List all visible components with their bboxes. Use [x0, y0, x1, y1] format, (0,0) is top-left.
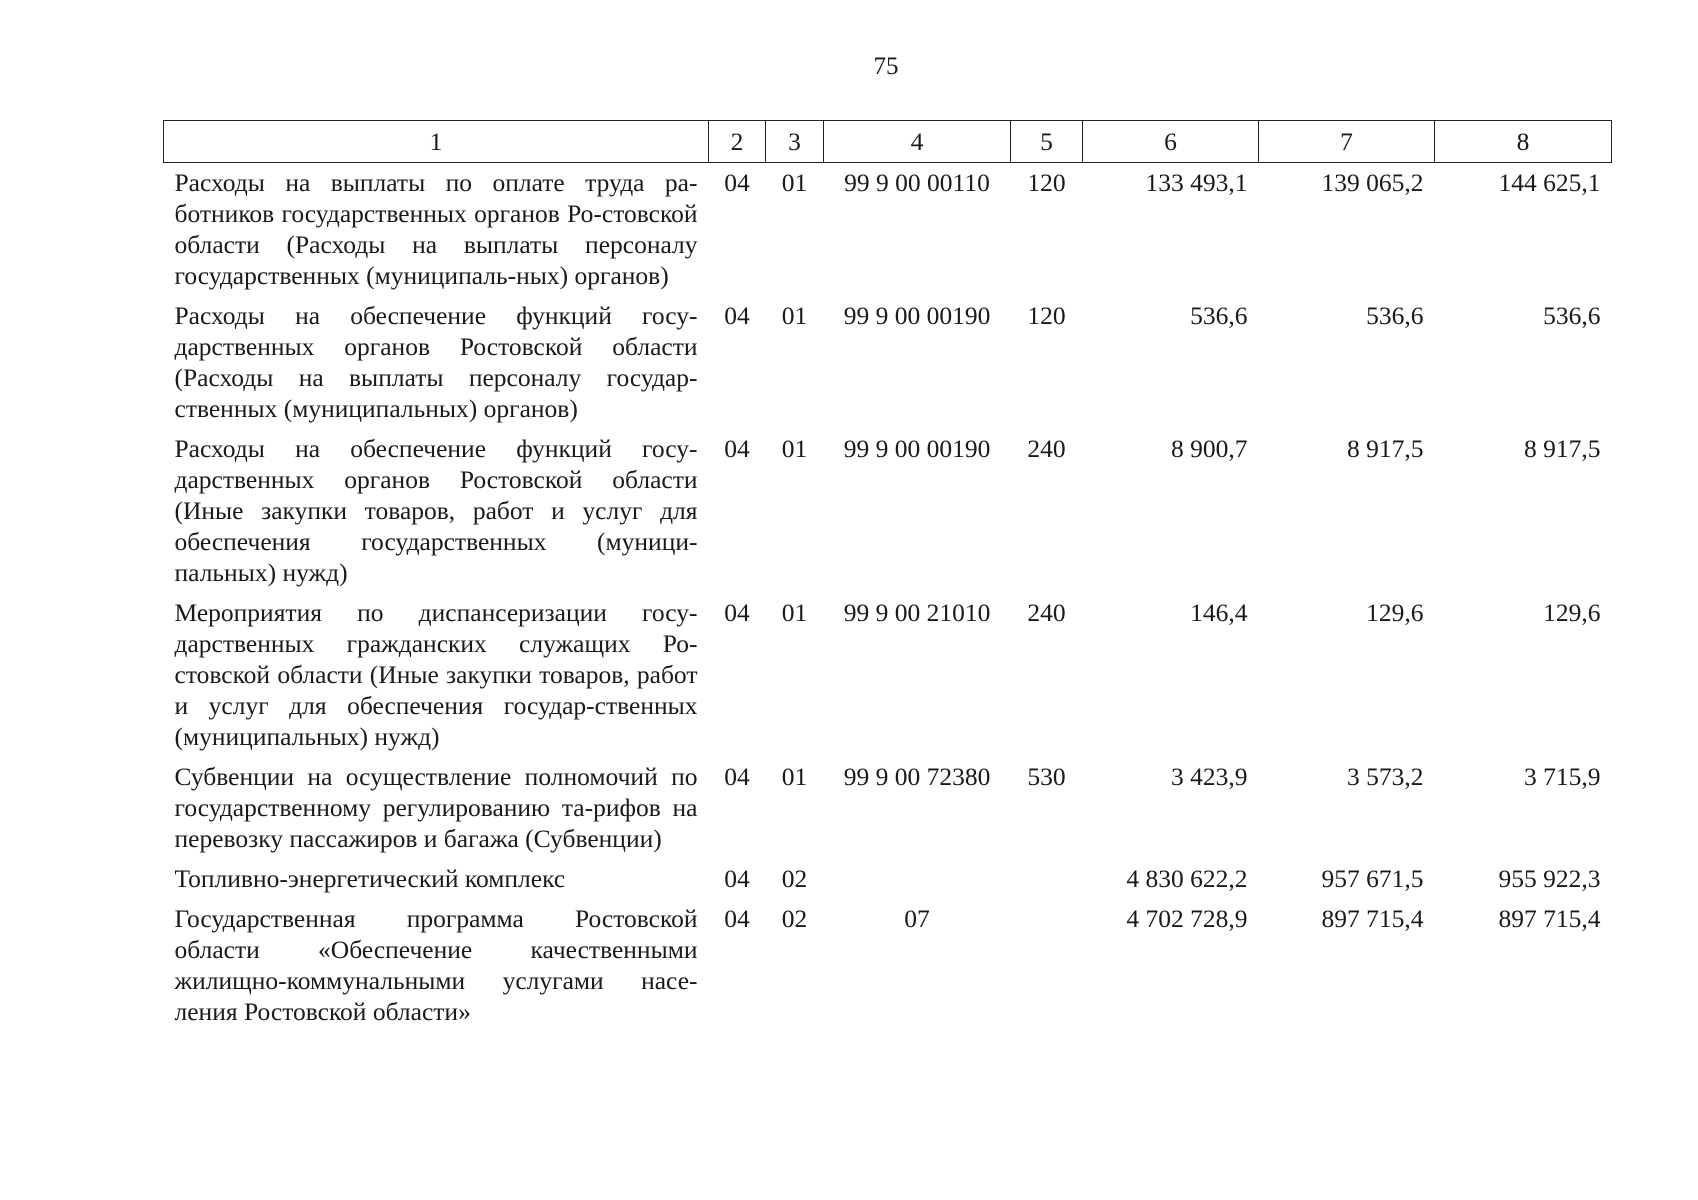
header-cell-8: 8: [1435, 121, 1612, 163]
amount-year3-cell: 955 922,3: [1498, 864, 1601, 893]
header-cell-5: 5: [1011, 121, 1083, 163]
subsection-code-cell: 01: [781, 434, 808, 463]
amount-year2-cell: 957 671,5: [1321, 864, 1424, 893]
amount-year3-cell: 897 715,4: [1498, 904, 1601, 933]
expense-type-cell: 240: [1027, 434, 1066, 463]
subsection-code-cell: 01: [781, 301, 808, 330]
header-cell-2: 2: [709, 121, 766, 163]
row-name-cell: Расходы на обеспечение функций госу-дарственных органов Ростовской области (Расходы на выплаты персоналу государ-ственных (муниципальных) органов): [174, 301, 698, 423]
section-code-cell: 04: [724, 598, 750, 627]
amount-year1-cell: 4 830 622,2: [1126, 864, 1248, 893]
row-name-cell: Мероприятия по диспансеризации госу-дарственных гражданских служащих Ро-стовской области (Иные закупки товаров, работ и услуг для обеспечения государ-ственных (муниципальных) нужд): [174, 598, 698, 751]
table-row: [164, 163, 1612, 296]
amount-year2-cell: 536,6: [1366, 301, 1424, 330]
target-article-cell: 99 9 00 00110: [844, 168, 990, 197]
row-name-cell: Государственная программа Ростовской области «Обеспечение качественными жилищно-коммунальными услугами насе-ления Ростовской области»: [174, 904, 698, 1026]
section-code-cell: 04: [724, 168, 750, 197]
amount-year1-cell: 133 493,1: [1145, 168, 1248, 197]
header-cell-6: 6: [1083, 121, 1259, 163]
amount-year2-cell: 129,6: [1366, 598, 1424, 627]
row-name-cell: Расходы на обеспечение функций госу-дарственных органов Ростовской области (Иные закупки товаров, работ и услуг для обеспечения государственных (муници-пальных) нужд): [174, 434, 698, 587]
section-code-cell: 04: [724, 434, 750, 463]
amount-year1-cell: 4 702 728,9: [1126, 904, 1248, 933]
amount-year1-cell: 8 900,7: [1171, 434, 1248, 463]
subsection-code-cell: 02: [781, 864, 808, 893]
table-row: [164, 592, 1612, 756]
target-article-cell: 99 9 00 72380: [843, 762, 991, 791]
expense-type-cell: [1011, 898, 1083, 1031]
subsection-code-cell: 01: [781, 168, 808, 197]
row-name-cell: Топливно-энергетический комплекс: [174, 864, 566, 893]
target-article-cell: [824, 858, 1011, 898]
header-cell-3: 3: [766, 121, 824, 163]
header-cell-4: 4: [824, 121, 1011, 163]
header-row: [164, 121, 1612, 163]
budget-table: [163, 120, 1612, 1031]
amount-year2-cell: 3 573,2: [1347, 762, 1424, 791]
section-code-cell: 04: [724, 864, 750, 893]
amount-year1-cell: 536,6: [1190, 301, 1248, 330]
expense-type-cell: 120: [1027, 168, 1066, 197]
amount-year1-cell: 146,4: [1190, 598, 1248, 627]
amount-year2-cell: 8 917,5: [1347, 434, 1424, 463]
table-row: [164, 756, 1612, 858]
expense-type-cell: [1011, 858, 1083, 898]
table-row: [164, 898, 1612, 1031]
amount-year2-cell: 139 065,2: [1321, 168, 1424, 197]
expense-type-cell: 530: [1027, 762, 1066, 791]
target-article-cell: 99 9 00 00190: [843, 301, 991, 330]
expense-type-cell: 120: [1027, 301, 1066, 330]
section-code-cell: 04: [724, 762, 750, 791]
header-cell-7: 7: [1259, 121, 1435, 163]
subsection-code-cell: 02: [781, 904, 808, 933]
amount-year3-cell: 536,6: [1543, 301, 1601, 330]
table-row: [164, 295, 1612, 428]
target-article-cell: 07: [904, 904, 930, 933]
amount-year3-cell: 3 715,9: [1524, 762, 1601, 791]
section-code-cell: 04: [724, 904, 750, 933]
subsection-code-cell: 01: [781, 762, 808, 791]
target-article-cell: 99 9 00 00190: [843, 434, 991, 463]
page-number: 75: [873, 53, 899, 80]
row-name-cell: Расходы на выплаты по оплате труда ра-ботников государственных органов Ро-стовской области (Расходы на выплаты персоналу государственных (муниципаль-ных) органов): [174, 168, 698, 290]
row-name-cell: Субвенции на осуществление полномочий по государственному регулированию та-рифов на перевозку пассажиров и багажа (Субвенции): [174, 762, 698, 853]
target-article-cell: 99 9 00 21010: [843, 598, 991, 627]
amount-year3-cell: 144 625,1: [1498, 168, 1601, 197]
header-cell-1: 1: [164, 121, 709, 163]
table-row: [164, 858, 1612, 898]
section-code-cell: 04: [724, 301, 750, 330]
amount-year3-cell: 129,6: [1543, 598, 1601, 627]
amount-year2-cell: 897 715,4: [1321, 904, 1424, 933]
table-row: [164, 428, 1612, 592]
subsection-code-cell: 01: [781, 598, 808, 627]
amount-year3-cell: 8 917,5: [1524, 434, 1601, 463]
expense-type-cell: 240: [1027, 598, 1066, 627]
amount-year1-cell: 3 423,9: [1171, 762, 1248, 791]
